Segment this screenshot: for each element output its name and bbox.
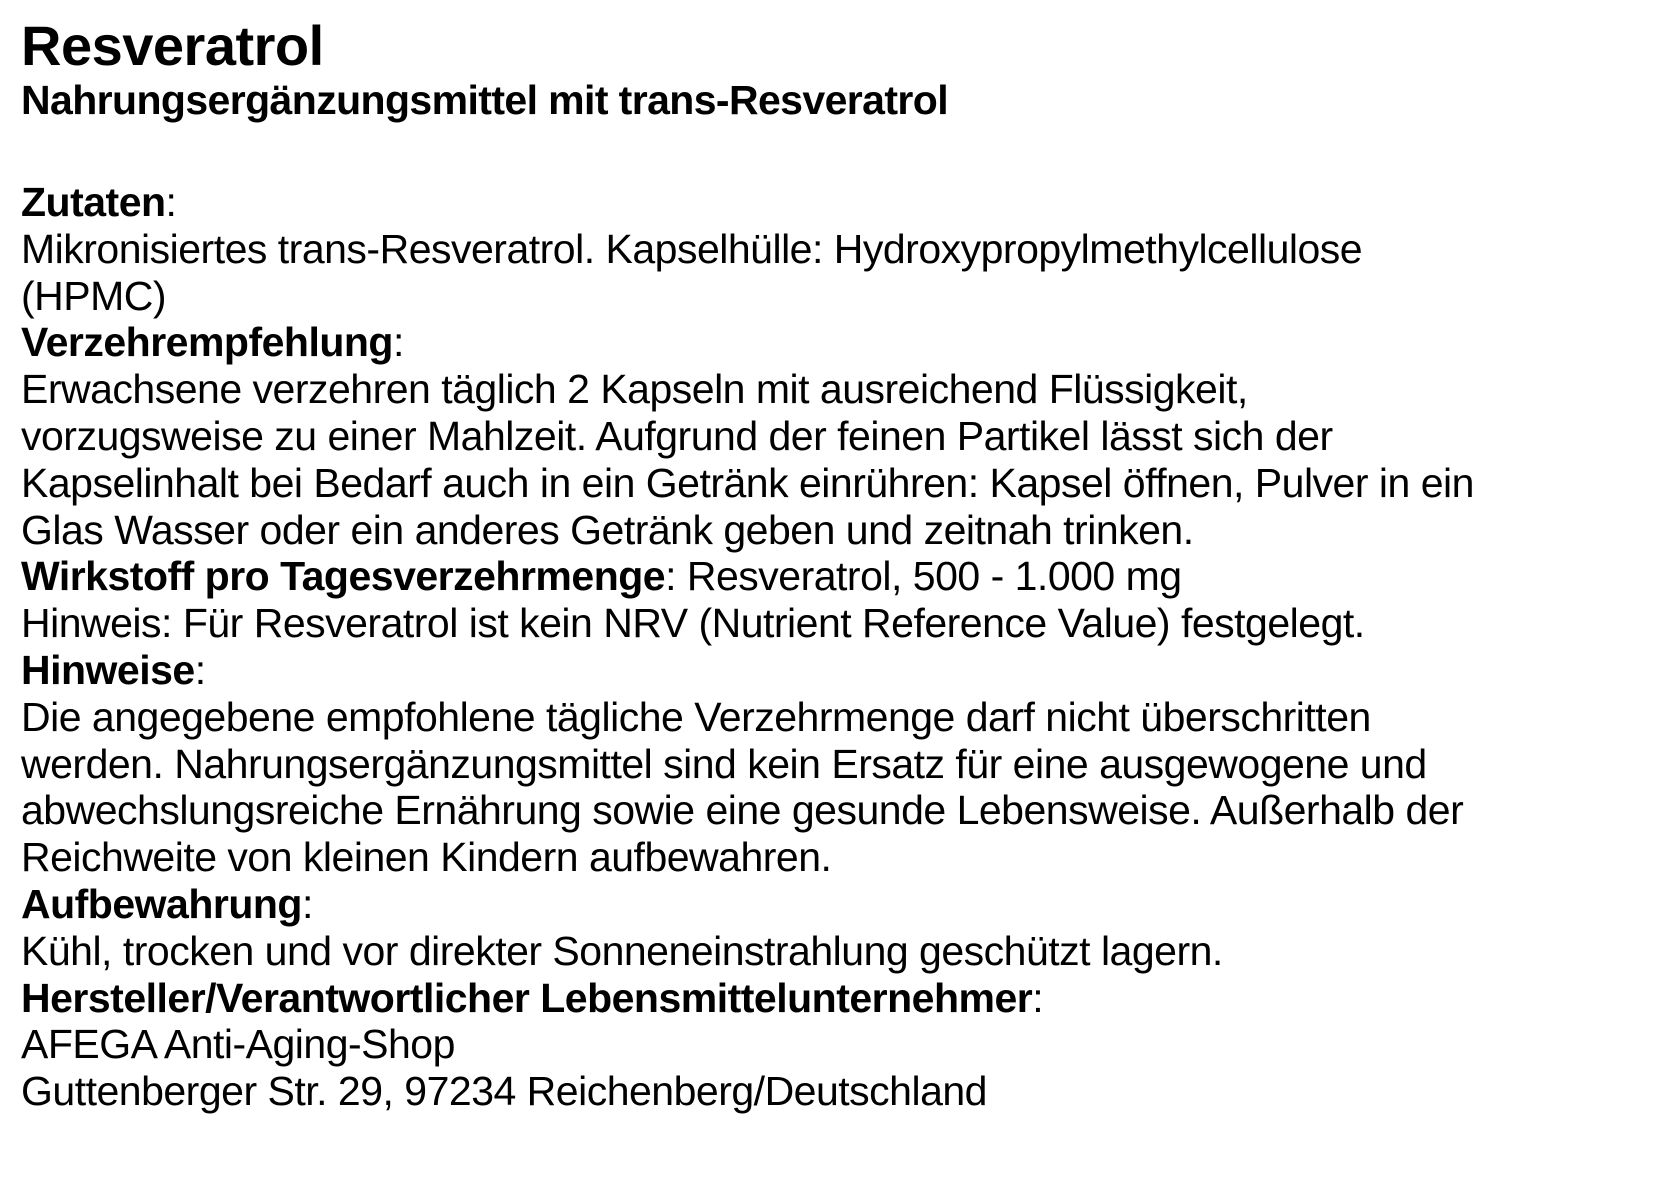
text-line <box>21 226 1654 273</box>
text-segment: : <box>194 646 206 693</box>
text-segment: Mikronisiertes trans-Resveratrol. Kapselhülle: Hydroxypropylmethylcellulose <box>21 225 1363 272</box>
text-line <box>21 741 1654 788</box>
text-line <box>21 1068 1654 1115</box>
label-body-text <box>21 179 1654 1115</box>
text-line <box>21 600 1654 647</box>
text-line <box>21 273 1654 320</box>
text-line <box>21 413 1654 460</box>
text-line <box>21 787 1654 834</box>
section-heading-label: Wirkstoff pro Tagesverzehrmenge <box>21 553 666 600</box>
text-line <box>21 694 1654 741</box>
text-segment: Kühl, trocken und vor direkter Sonneneinstrahlung geschützt lagern. <box>21 927 1223 974</box>
text-line <box>21 881 1654 928</box>
text-segment: Kapselinhalt bei Bedarf auch in ein Getränk einrühren: Kapsel öffnen, Pulver in ein <box>21 459 1474 506</box>
text-line <box>21 179 1654 226</box>
text-line <box>21 975 1654 1022</box>
text-segment: Hinweis: Für Resveratrol ist kein NRV (Nutrient Reference Value) festgelegt. <box>21 600 1365 647</box>
text-line <box>21 460 1654 507</box>
text-segment: Reichweite von kleinen Kindern aufbewahren. <box>21 834 832 881</box>
text-line <box>21 319 1654 366</box>
text-line <box>21 647 1654 694</box>
section-heading-label: Zutaten <box>21 179 166 225</box>
product-title: Resveratrol <box>21 14 324 77</box>
product-subtitle: Nahrungsergänzungsmittel mit trans-Resveratrol <box>21 77 948 123</box>
text-segment: : <box>165 179 177 225</box>
text-segment: : <box>301 880 313 927</box>
text-line <box>21 553 1654 600</box>
text-segment: Glas Wasser oder ein anderes Getränk geben und zeitnah trinken. <box>21 506 1194 553</box>
text-segment: abwechslungsreiche Ernährung sowie eine gesunde Lebensweise. Außerhalb der <box>21 787 1464 834</box>
section-heading-label: Hinweise <box>21 646 195 693</box>
text-line <box>21 1021 1654 1068</box>
text-line <box>21 834 1654 881</box>
text-segment: : <box>1032 974 1044 1021</box>
text-line <box>21 928 1654 975</box>
text-segment: Guttenberger Str. 29, 97234 Reichenberg/Deutschland <box>21 1068 987 1115</box>
section-heading-label: Hersteller/Verantwortlicher Lebensmittelunternehmer <box>21 974 1033 1021</box>
text-segment: : <box>392 319 404 366</box>
text-segment: (HPMC) <box>21 272 167 319</box>
text-line <box>21 366 1654 413</box>
text-segment: : Resveratrol, 500 - 1.000 mg <box>665 553 1182 600</box>
text-segment: AFEGA Anti-Aging-Shop <box>21 1021 455 1068</box>
text-segment: Die angegebene empfohlene tägliche Verzehrmenge darf nicht überschritten <box>21 693 1371 740</box>
text-segment: Erwachsene verzehren täglich 2 Kapseln mit ausreichend Flüssigkeit, <box>21 366 1248 413</box>
section-heading-label: Verzehrempfehlung <box>21 319 393 366</box>
text-segment: werden. Nahrungsergänzungsmittel sind kein Ersatz für eine ausgewogene und <box>21 740 1427 787</box>
text-line <box>21 507 1654 554</box>
section-heading-label: Aufbewahrung <box>21 880 302 927</box>
text-segment: vorzugsweise zu einer Mahlzeit. Aufgrund der feinen Partikel lässt sich der <box>21 412 1333 459</box>
